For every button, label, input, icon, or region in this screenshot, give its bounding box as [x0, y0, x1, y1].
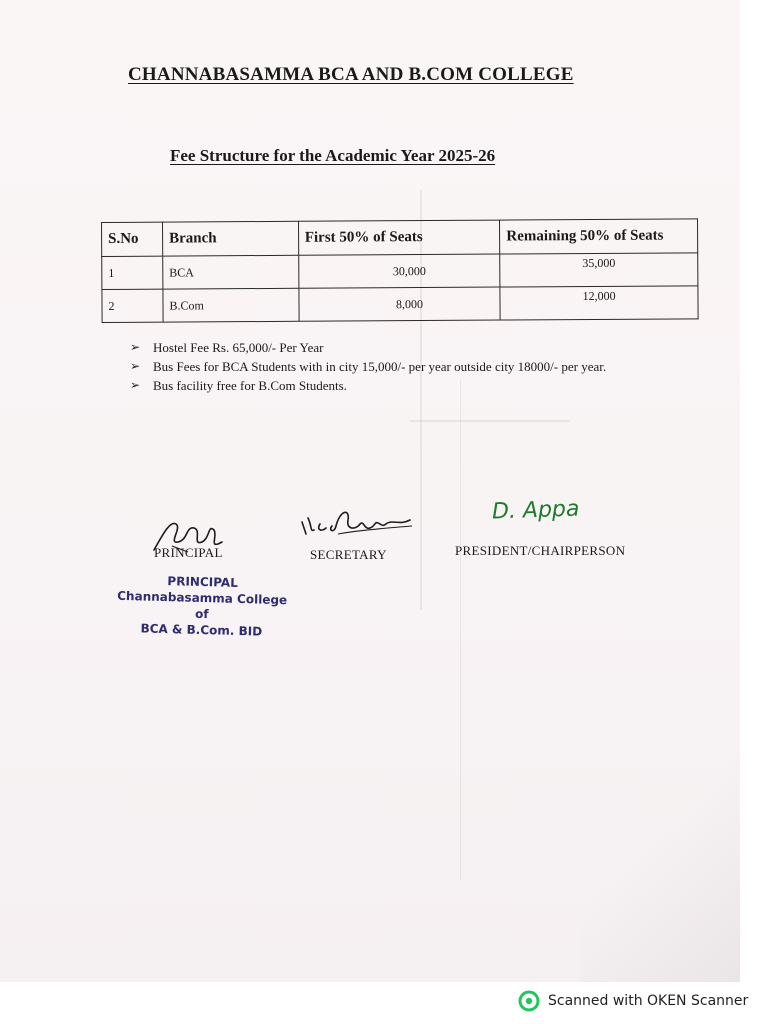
oken-scanner-logo-icon: [518, 990, 540, 1012]
president-label: PRESIDENT/CHAIRPERSON: [455, 543, 626, 558]
column-header-branch: Branch: [162, 221, 298, 256]
scan-artifact: [410, 420, 570, 422]
row-branch: B.Com: [163, 288, 299, 322]
row-sno: 2: [102, 289, 163, 322]
list-item: [130, 357, 670, 376]
row-sno: 1: [102, 256, 163, 289]
stamp-line: PRINCIPAL: [167, 574, 239, 590]
secretary-label: SECRETARY: [310, 547, 387, 562]
principal-stamp: [111, 572, 293, 641]
row-remaining-half-fee: 12,000: [500, 286, 698, 320]
note-text: Bus Fees for BCA Students with in city 15,000/- per year outside city 18000/- per year.: [153, 359, 607, 374]
column-header-remaining-half: Remaining 50% of Seats: [500, 219, 698, 254]
scan-artifact: [460, 380, 461, 880]
president-signature: D. Appa: [491, 496, 580, 525]
arrow-bullet-icon: ➢: [130, 340, 141, 354]
stamp-line: BCA & B.Com. BID: [140, 621, 263, 639]
row-first-half-fee: 8,000: [299, 287, 501, 321]
fee-notes-list: [130, 338, 670, 395]
table-row: [102, 286, 698, 323]
row-branch: BCA: [163, 255, 299, 289]
table-row: [102, 253, 698, 290]
scanner-text: Scanned with OKEN Scanner: [548, 993, 749, 1009]
scanner-watermark: [518, 990, 748, 1012]
note-text: Hostel Fee Rs. 65,000/- Per Year: [153, 340, 324, 355]
fee-structure-heading: Fee Structure for the Academic Year 2025-26: [170, 146, 496, 165]
list-item: [130, 338, 670, 357]
college-title: CHANNABASAMMA BCA AND B.COM COLLEGE: [128, 64, 574, 85]
arrow-bullet-icon: ➢: [130, 359, 141, 373]
note-text: Bus facility free for B.Com Students.: [153, 378, 347, 393]
list-item: [130, 376, 670, 395]
row-first-half-fee: 30,000: [298, 254, 500, 288]
table-header-row: [102, 219, 698, 257]
principal-label: PRINCIPAL: [154, 545, 223, 560]
stamp-line: Channabasamma College of: [117, 588, 288, 622]
fee-table: [101, 218, 699, 323]
column-header-first-half: First 50% of Seats: [298, 220, 500, 255]
row-remaining-half-fee: 35,000: [500, 253, 698, 287]
arrow-bullet-icon: ➢: [130, 378, 141, 392]
secretary-signature: [298, 500, 416, 540]
column-header-sno: S.No: [102, 222, 163, 256]
